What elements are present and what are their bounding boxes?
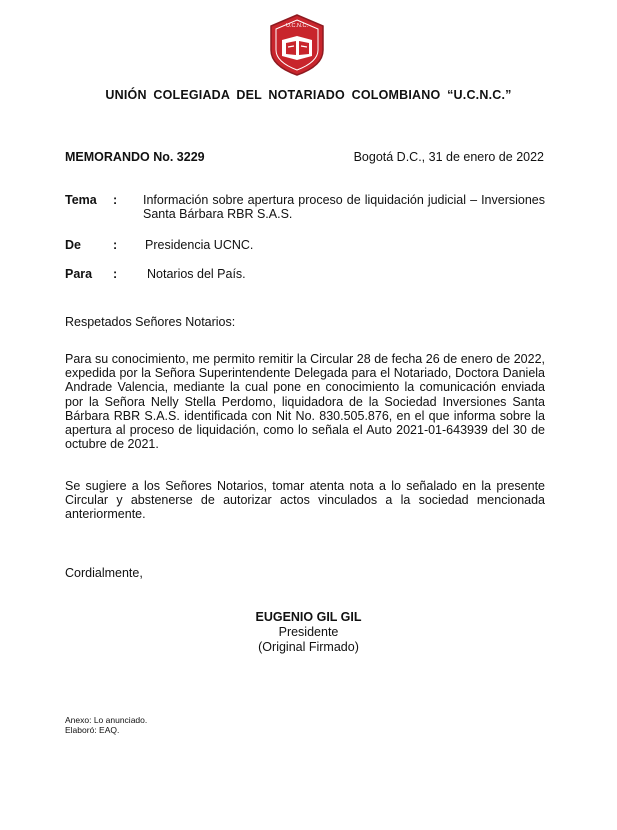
field-tema-colon: :	[113, 193, 118, 207]
field-de-colon: :	[113, 238, 118, 252]
memo-date: Bogotá D.C., 31 de enero de 2022	[353, 150, 544, 164]
signatory-title: Presidente	[278, 625, 339, 639]
body-paragraph-1: Para su conocimiento, me permito remitir la Circular 28 de fecha 26 de enero de 2022, expedida por la Señora Superintendente Delegada para el Notariado, Doctora Daniela Andrade Valencia, mediante la cual pone en conocimiento la comunicación enviada por la Señora Nelly Stella Perdomo, liquidadora de la Sociedad Inversiones Santa Bárbara RBR S.A.S. identificada con Nit No. 830.505.876, en el que informa sobre la apertura al proceso de liquidación, como lo señala el Auto 2021-01-643939 del 30 de octubre de 2021.	[65, 352, 545, 452]
field-tema	[65, 193, 545, 221]
field-para-value: Notarios del País.	[147, 267, 246, 281]
memo-number: MEMORANDO No. 3229	[65, 150, 205, 164]
field-de	[65, 238, 547, 252]
greeting: Respetados Señores Notarios:	[65, 315, 236, 329]
field-tema-value: Información sobre apertura proceso de liquidación judicial – Inversiones Santa Bárbara RBR S.A.S.	[143, 193, 545, 221]
field-para-colon: :	[113, 267, 118, 281]
body-paragraph-2: Se sugiere a los Señores Notarios, tomar atenta nota a lo señalado en la presente Circular y abstenerse de autorizar actos vinculados a la sociedad mencionada anteriormente.	[65, 479, 545, 522]
field-de-label: De	[65, 238, 81, 252]
field-para	[65, 267, 549, 281]
signatory-name: EUGENIO GIL GIL	[255, 610, 362, 624]
field-de-value: Presidencia UCNC.	[145, 238, 254, 252]
organization-title: UNIÓN COLEGIADA DEL NOTARIADO COLOMBIANO “U.C.N.C.”	[105, 88, 512, 102]
field-para-label: Para	[65, 267, 93, 281]
closing: Cordialmente,	[65, 566, 143, 580]
signature-note: (Original Firmado)	[258, 640, 359, 654]
field-tema-label: Tema	[65, 193, 97, 207]
seal-arc-text: U.C.N.C.	[286, 23, 308, 29]
footer-elaboro: Elaboró: EAQ.	[65, 725, 120, 735]
footer-anexo: Anexo: Lo anunciado.	[65, 715, 148, 725]
ucnc-seal-logo	[268, 14, 326, 76]
